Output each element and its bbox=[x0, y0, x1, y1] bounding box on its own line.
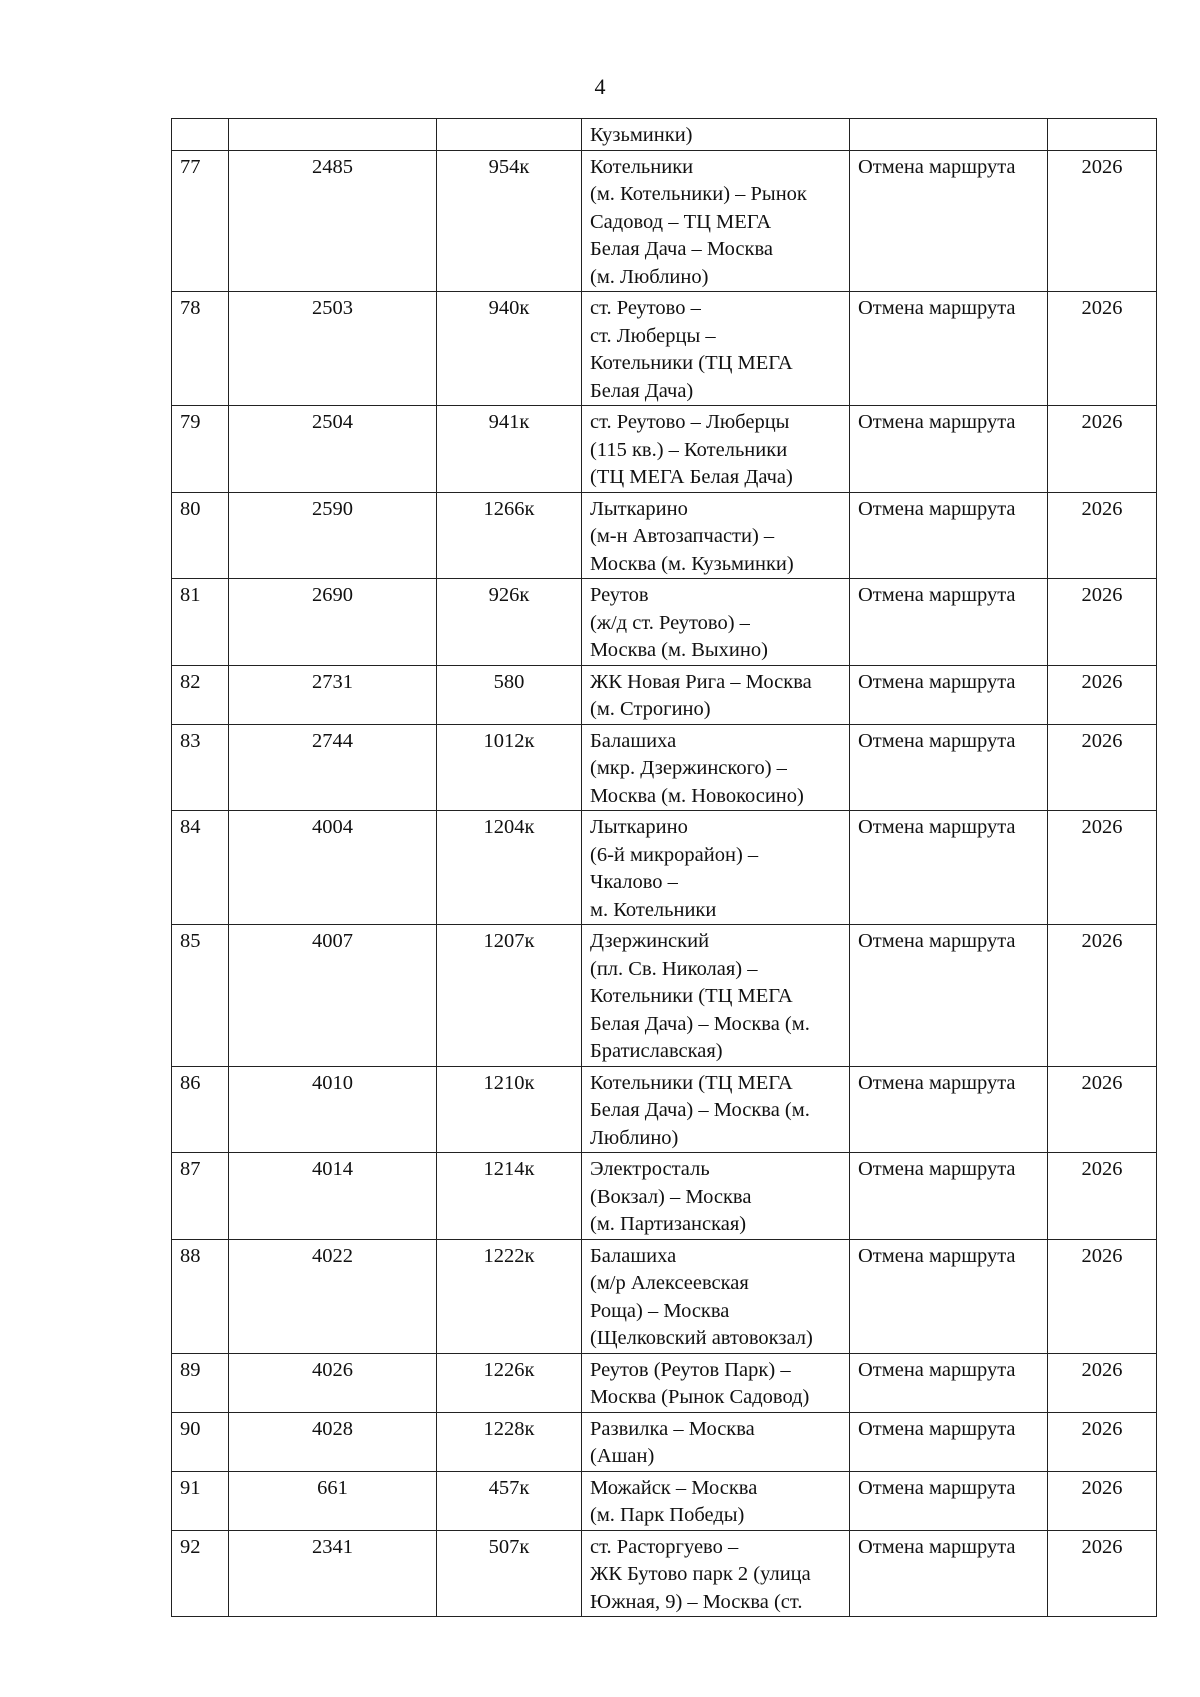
route-description-line: (м/р Алексеевская bbox=[590, 1272, 749, 1294]
route-description-line: Электросталь bbox=[590, 1158, 710, 1180]
row-number-cell bbox=[172, 119, 229, 151]
action-cell: Отмена маршрута bbox=[850, 1412, 1048, 1471]
route-description-line: (м. Люблино) bbox=[590, 265, 709, 288]
route-register-number-cell: 2590 bbox=[229, 492, 437, 579]
action-cell: Отмена маршрута bbox=[850, 925, 1048, 1067]
route-description-line: Южная, 9) – Москва (ст. bbox=[590, 1590, 803, 1613]
route-description-line: Дзержинский bbox=[590, 930, 710, 952]
route-number-cell: 1204к bbox=[437, 811, 582, 925]
route-description-line: Балашиха bbox=[590, 729, 677, 752]
route-register-number-cell: 2485 bbox=[229, 150, 437, 292]
route-description-line: Чкалово – bbox=[590, 871, 678, 893]
route-description-line: Котельники (ТЦ МЕГА bbox=[590, 985, 793, 1007]
route-description-line: ст. Реутово – bbox=[590, 297, 701, 319]
row-number-cell: 82 bbox=[172, 665, 229, 724]
year-cell: 2026 bbox=[1048, 1153, 1157, 1240]
route-description-line: Лыткарино bbox=[590, 497, 688, 520]
route-description-cell bbox=[582, 150, 850, 292]
route-number-cell: 926к bbox=[437, 579, 582, 666]
route-description-line: ЖК Бутово парк 2 (улица bbox=[590, 1563, 811, 1585]
route-description-line: Белая Дача) – Москва (м. bbox=[590, 1099, 810, 1121]
route-number-cell bbox=[437, 119, 582, 151]
table-row bbox=[172, 492, 1157, 579]
route-description-cell bbox=[582, 1412, 850, 1471]
row-number-cell: 79 bbox=[172, 406, 229, 493]
action-cell: Отмена маршрута bbox=[850, 1530, 1048, 1617]
route-description-cell bbox=[582, 579, 850, 666]
year-cell: 2026 bbox=[1048, 665, 1157, 724]
year-cell: 2026 bbox=[1048, 1471, 1157, 1530]
route-description-line: Москва (м. Новокосино) bbox=[590, 784, 804, 807]
year-cell: 2026 bbox=[1048, 1066, 1157, 1153]
route-description-cell bbox=[582, 665, 850, 724]
year-cell: 2026 bbox=[1048, 1530, 1157, 1617]
year-cell: 2026 bbox=[1048, 1353, 1157, 1412]
row-number-cell: 84 bbox=[172, 811, 229, 925]
row-number-cell: 91 bbox=[172, 1471, 229, 1530]
table-row bbox=[172, 811, 1157, 925]
route-register-number-cell: 2690 bbox=[229, 579, 437, 666]
table-row bbox=[172, 925, 1157, 1067]
route-description-line: (м. Партизанская) bbox=[590, 1213, 747, 1235]
table-row bbox=[172, 1239, 1157, 1353]
route-description-line: Котельники (ТЦ МЕГА bbox=[590, 352, 793, 374]
route-description-cell bbox=[582, 1239, 850, 1353]
route-description-line: (м. Котельники) – Рынок bbox=[590, 183, 807, 205]
route-register-number-cell: 2503 bbox=[229, 292, 437, 406]
year-cell: 2026 bbox=[1048, 150, 1157, 292]
row-number-cell: 77 bbox=[172, 150, 229, 292]
route-number-cell: 954к bbox=[437, 150, 582, 292]
row-number-cell: 81 bbox=[172, 579, 229, 666]
route-description-line: Балашиха bbox=[590, 1244, 677, 1267]
route-register-number-cell: 4010 bbox=[229, 1066, 437, 1153]
route-number-cell: 1210к bbox=[437, 1066, 582, 1153]
route-number-cell: 580 bbox=[437, 665, 582, 724]
action-cell: Отмена маршрута bbox=[850, 1353, 1048, 1412]
route-description-line: (м. Парк Победы) bbox=[590, 1504, 745, 1526]
route-description-line: Люблино) bbox=[590, 1126, 679, 1149]
year-cell: 2026 bbox=[1048, 1412, 1157, 1471]
route-number-cell: 1207к bbox=[437, 925, 582, 1067]
route-description-line: (ж/д ст. Реутово) – bbox=[590, 611, 750, 634]
route-description-cell bbox=[582, 406, 850, 493]
table-row bbox=[172, 1353, 1157, 1412]
table-row bbox=[172, 406, 1157, 493]
route-description-cell bbox=[582, 1066, 850, 1153]
row-number-cell: 89 bbox=[172, 1353, 229, 1412]
action-cell: Отмена маршрута bbox=[850, 724, 1048, 811]
route-number-cell: 1222к bbox=[437, 1239, 582, 1353]
route-register-number-cell: 4004 bbox=[229, 811, 437, 925]
route-description-line: (6-й микрорайон) – bbox=[590, 843, 759, 866]
route-description-line: (115 кв.) – Котельники bbox=[590, 438, 788, 461]
route-number-cell: 1228к bbox=[437, 1412, 582, 1471]
route-description-cell bbox=[582, 1353, 850, 1412]
row-number-cell: 86 bbox=[172, 1066, 229, 1153]
route-register-number-cell: 4026 bbox=[229, 1353, 437, 1412]
route-description-line: (ТЦ МЕГА Белая Дача) bbox=[590, 466, 793, 488]
action-cell: Отмена маршрута bbox=[850, 406, 1048, 493]
route-description-cell bbox=[582, 811, 850, 925]
route-description-cell bbox=[582, 292, 850, 406]
action-cell: Отмена маршрута bbox=[850, 492, 1048, 579]
action-cell: Отмена маршрута bbox=[850, 1066, 1048, 1153]
route-description-line: Москва (Рынок Садовод) bbox=[590, 1386, 810, 1408]
routes-table-body bbox=[172, 119, 1157, 1617]
route-description-line: Москва (м. Кузьминки) bbox=[590, 552, 794, 575]
route-description-line: Белая Дача – Москва bbox=[590, 238, 773, 260]
route-description-cell bbox=[582, 1153, 850, 1240]
route-description-line: ст. Люберцы – bbox=[590, 324, 716, 347]
row-number-cell: 83 bbox=[172, 724, 229, 811]
table-row bbox=[172, 724, 1157, 811]
year-cell: 2026 bbox=[1048, 925, 1157, 1067]
route-description-cell bbox=[582, 119, 850, 151]
route-description-line: Реутов (Реутов Парк) – bbox=[590, 1358, 791, 1381]
route-description-line: Москва (м. Выхино) bbox=[590, 639, 768, 661]
route-number-cell: 1266к bbox=[437, 492, 582, 579]
route-register-number-cell bbox=[229, 119, 437, 151]
table-row bbox=[172, 292, 1157, 406]
route-description-line: (мкр. Дзержинского) – bbox=[590, 757, 787, 779]
table-row bbox=[172, 1412, 1157, 1471]
table-row bbox=[172, 1153, 1157, 1240]
action-cell: Отмена маршрута bbox=[850, 1239, 1048, 1353]
route-description-line: ст. Реутово – Люберцы bbox=[590, 411, 790, 433]
route-register-number-cell: 4014 bbox=[229, 1153, 437, 1240]
year-cell: 2026 bbox=[1048, 811, 1157, 925]
route-description-line: (м. Строгино) bbox=[590, 698, 711, 720]
route-description-line: (Ашан) bbox=[590, 1445, 655, 1467]
route-description-line: Садовод – ТЦ МЕГА bbox=[590, 210, 772, 233]
route-description-cell bbox=[582, 1471, 850, 1530]
route-register-number-cell: 2341 bbox=[229, 1530, 437, 1617]
route-description-line: (пл. Св. Николая) – bbox=[590, 957, 758, 980]
route-description-line: Можайск – Москва bbox=[590, 1476, 758, 1499]
row-number-cell: 78 bbox=[172, 292, 229, 406]
route-register-number-cell: 4028 bbox=[229, 1412, 437, 1471]
table-row bbox=[172, 150, 1157, 292]
routes-table bbox=[171, 118, 1157, 1617]
year-cell bbox=[1048, 119, 1157, 151]
table-row bbox=[172, 1471, 1157, 1530]
action-cell: Отмена маршрута bbox=[850, 1153, 1048, 1240]
action-cell: Отмена маршрута bbox=[850, 665, 1048, 724]
route-number-cell: 941к bbox=[437, 406, 582, 493]
route-description-line: Белая Дача) – Москва (м. bbox=[590, 1012, 810, 1035]
year-cell: 2026 bbox=[1048, 406, 1157, 493]
page-number: 4 bbox=[594, 74, 606, 99]
route-description-line: ст. Расторгуево – bbox=[590, 1535, 739, 1558]
table-row bbox=[172, 665, 1157, 724]
action-cell: Отмена маршрута bbox=[850, 292, 1048, 406]
route-number-cell: 1226к bbox=[437, 1353, 582, 1412]
table-row bbox=[172, 1530, 1157, 1617]
route-register-number-cell: 4007 bbox=[229, 925, 437, 1067]
route-description-line: Лыткарино bbox=[590, 816, 688, 838]
action-cell bbox=[850, 119, 1048, 151]
route-register-number-cell: 2744 bbox=[229, 724, 437, 811]
action-cell: Отмена маршрута bbox=[850, 150, 1048, 292]
year-cell: 2026 bbox=[1048, 1239, 1157, 1353]
route-number-cell: 507к bbox=[437, 1530, 582, 1617]
route-description-cell bbox=[582, 925, 850, 1067]
route-description-line: Развилка – Москва bbox=[590, 1417, 755, 1440]
year-cell: 2026 bbox=[1048, 579, 1157, 666]
route-description-cell bbox=[582, 724, 850, 811]
year-cell: 2026 bbox=[1048, 292, 1157, 406]
row-number-cell: 87 bbox=[172, 1153, 229, 1240]
route-register-number-cell: 661 bbox=[229, 1471, 437, 1530]
action-cell: Отмена маршрута bbox=[850, 579, 1048, 666]
route-number-cell: 1214к bbox=[437, 1153, 582, 1240]
year-cell: 2026 bbox=[1048, 492, 1157, 579]
route-register-number-cell: 2731 bbox=[229, 665, 437, 724]
route-number-cell: 940к bbox=[437, 292, 582, 406]
route-description-cell bbox=[582, 492, 850, 579]
route-register-number-cell: 2504 bbox=[229, 406, 437, 493]
row-number-cell: 80 bbox=[172, 492, 229, 579]
route-number-cell: 1012к bbox=[437, 724, 582, 811]
route-description-line: Котельники (ТЦ МЕГА bbox=[590, 1071, 793, 1094]
route-description-line: Белая Дача) bbox=[590, 379, 694, 402]
route-description-line: (Щелковский автовокзал) bbox=[590, 1327, 813, 1349]
route-description-line: (м-н Автозапчасти) – bbox=[590, 525, 775, 547]
row-number-cell: 88 bbox=[172, 1239, 229, 1353]
route-register-number-cell: 4022 bbox=[229, 1239, 437, 1353]
year-cell: 2026 bbox=[1048, 724, 1157, 811]
route-description-line: Роща) – Москва bbox=[590, 1299, 730, 1322]
route-number-cell: 457к bbox=[437, 1471, 582, 1530]
table-row bbox=[172, 1066, 1157, 1153]
route-description-line: Кузьминки) bbox=[590, 124, 693, 146]
route-description-line: Братиславская) bbox=[590, 1040, 723, 1062]
route-description-line: ЖК Новая Рига – Москва bbox=[590, 670, 812, 693]
action-cell: Отмена маршрута bbox=[850, 811, 1048, 925]
table-row bbox=[172, 579, 1157, 666]
action-cell: Отмена маршрута bbox=[850, 1471, 1048, 1530]
table-row-continuation bbox=[172, 119, 1157, 151]
row-number-cell: 92 bbox=[172, 1530, 229, 1617]
route-description-line: (Вокзал) – Москва bbox=[590, 1185, 752, 1208]
route-description-line: Котельники bbox=[590, 155, 694, 178]
route-description-line: м. Котельники bbox=[590, 898, 717, 921]
row-number-cell: 90 bbox=[172, 1412, 229, 1471]
route-description-line: Реутов bbox=[590, 584, 649, 606]
row-number-cell: 85 bbox=[172, 925, 229, 1067]
route-description-cell bbox=[582, 1530, 850, 1617]
